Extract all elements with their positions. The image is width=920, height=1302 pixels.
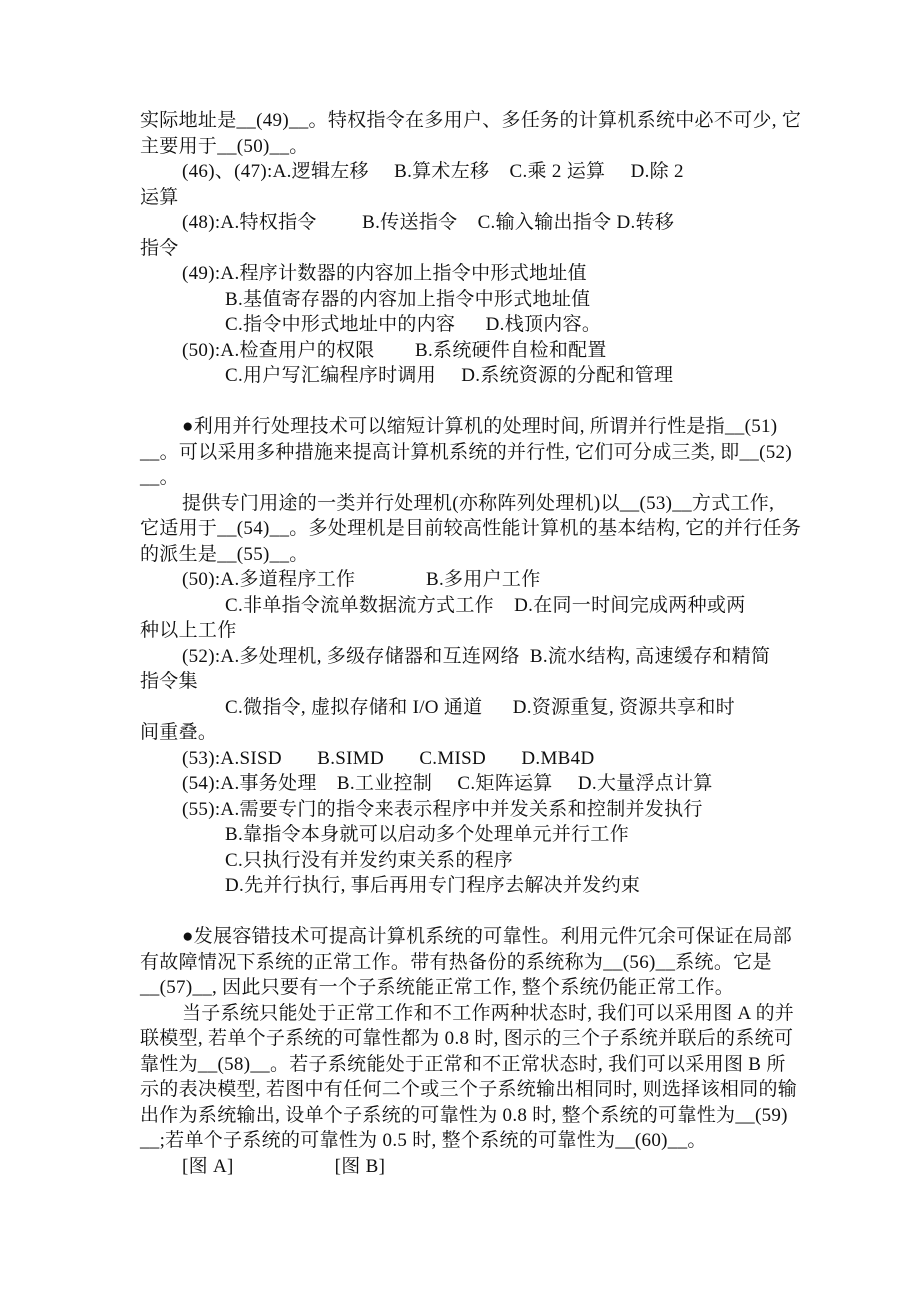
- text-line: (46)、(47):A.逻辑左移 B.算术左移 C.乘 2 运算 D.除 2: [182, 161, 684, 182]
- text-line: 靠性为__(58)__。若子系统能处于正常和不正常状态时, 我们可以采用图 B 所: [140, 1053, 786, 1075]
- text-line: 有故障情况下系统的正常工作。带有热备份的系统称为__(56)__系统。它是: [140, 951, 772, 973]
- text-line: C.指令中形式地址中的内容 D.栈顶内容。: [225, 314, 602, 335]
- text-line: (50):A.检查用户的权限 B.系统硬件自检和配置: [182, 339, 607, 361]
- text-line: 指令: [140, 237, 179, 259]
- text-line: (53):A.SISD B.SIMD C.MISD D.MB4D: [182, 747, 595, 769]
- text-line: __(57)__, 因此只要有一个子系统能正常工作, 整个系统仍能正常工作。: [140, 977, 735, 998]
- text-line: 种以上工作: [140, 620, 237, 641]
- text-line: 出作为系统输出, 设单个子系统的可靠性为 0.8 时, 整个系统的可靠性为__(59): [140, 1104, 788, 1126]
- text-line: 联模型, 若单个子系统的可靠性都为 0.8 时, 图示的三个子系统并联后的系统可: [140, 1028, 794, 1049]
- text-line: __;若单个子系统的可靠性为 0.5 时, 整个系统的可靠性为__(60)__。: [140, 1130, 707, 1151]
- text-line: 指令集: [140, 671, 198, 692]
- text-line: 当子系统只能处于正常工作和不工作两种状态时, 我们可以采用图 A 的并: [182, 1002, 795, 1024]
- text-line: ●发展容错技术可提高计算机系统的可靠性。利用元件冗余可保证在局部: [182, 926, 793, 947]
- text-line: (52):A.多处理机, 多级存储器和互连网络 B.流水结构, 高速缓存和精简: [182, 645, 771, 667]
- text-line: 间重叠。: [140, 722, 218, 743]
- text-line: (49):A.程序计数器的内容加上指令中形式地址值: [182, 263, 587, 284]
- text-line: (55):A.需要专门的指令来表示程序中并发关系和控制并发执行: [182, 798, 703, 820]
- text-line: B.靠指令本身就可以启动多个处理单元并行工作: [225, 824, 630, 845]
- document-text-area: [140, 108, 800, 1179]
- text-line: 它适用于__(54)__。多处理机是目前较高性能计算机的基本结构, 它的并行任务: [140, 518, 802, 539]
- text-line: (54):A.事务处理 B.工业控制 C.矩阵运算 D.大量浮点计算: [182, 773, 713, 794]
- text-line: 运算: [140, 186, 179, 208]
- text-line: (48):A.特权指令 B.传送指令 C.输入输出指令 D.转移: [182, 212, 675, 233]
- text-line: [图 A] [图 B]: [182, 1155, 386, 1177]
- text-line: 提供专门用途的一类并行处理机(亦称阵列处理机)以__(53)__方式工作,: [182, 492, 775, 514]
- text-line: __。可以采用多种措施来提高计算机系统的并行性, 它们可分成三类, 即__(52): [140, 441, 792, 463]
- text-line: C.只执行没有并发约束关系的程序: [225, 849, 514, 871]
- text-line: C.微指令, 虚拟存储和 I/O 通道 D.资源重复, 资源共享和时: [225, 696, 735, 718]
- text-line: C.非单指令流单数据流方式工作 D.在同一时间完成两种或两: [225, 594, 746, 616]
- text-line: D.先并行执行, 事后再用专门程序去解决并发约束: [225, 875, 641, 896]
- text-line: 示的表决模型, 若图中有任何二个或三个子系统输出相同时, 则选择该相同的输: [140, 1079, 798, 1100]
- text-line: [140, 899, 800, 925]
- text-line: (50):A.多道程序工作 B.多用户工作: [182, 569, 541, 590]
- text-line: [140, 389, 800, 415]
- text-line: ●利用并行处理技术可以缩短计算机的处理时间, 所谓并行性是指__(51): [182, 416, 778, 437]
- text-line: C.用户写汇编程序时调用 D.系统资源的分配和管理: [225, 365, 674, 386]
- text-line: 主要用于__(50)__。: [140, 135, 309, 157]
- text-line: 实际地址是__(49)__。特权指令在多用户、多任务的计算机系统中必不可少, 它: [140, 110, 802, 131]
- text-line: B.基值寄存器的内容加上指令中形式地址值: [225, 288, 591, 310]
- text-line: __。: [140, 467, 179, 488]
- text-line: 的派生是__(55)__。: [140, 543, 309, 565]
